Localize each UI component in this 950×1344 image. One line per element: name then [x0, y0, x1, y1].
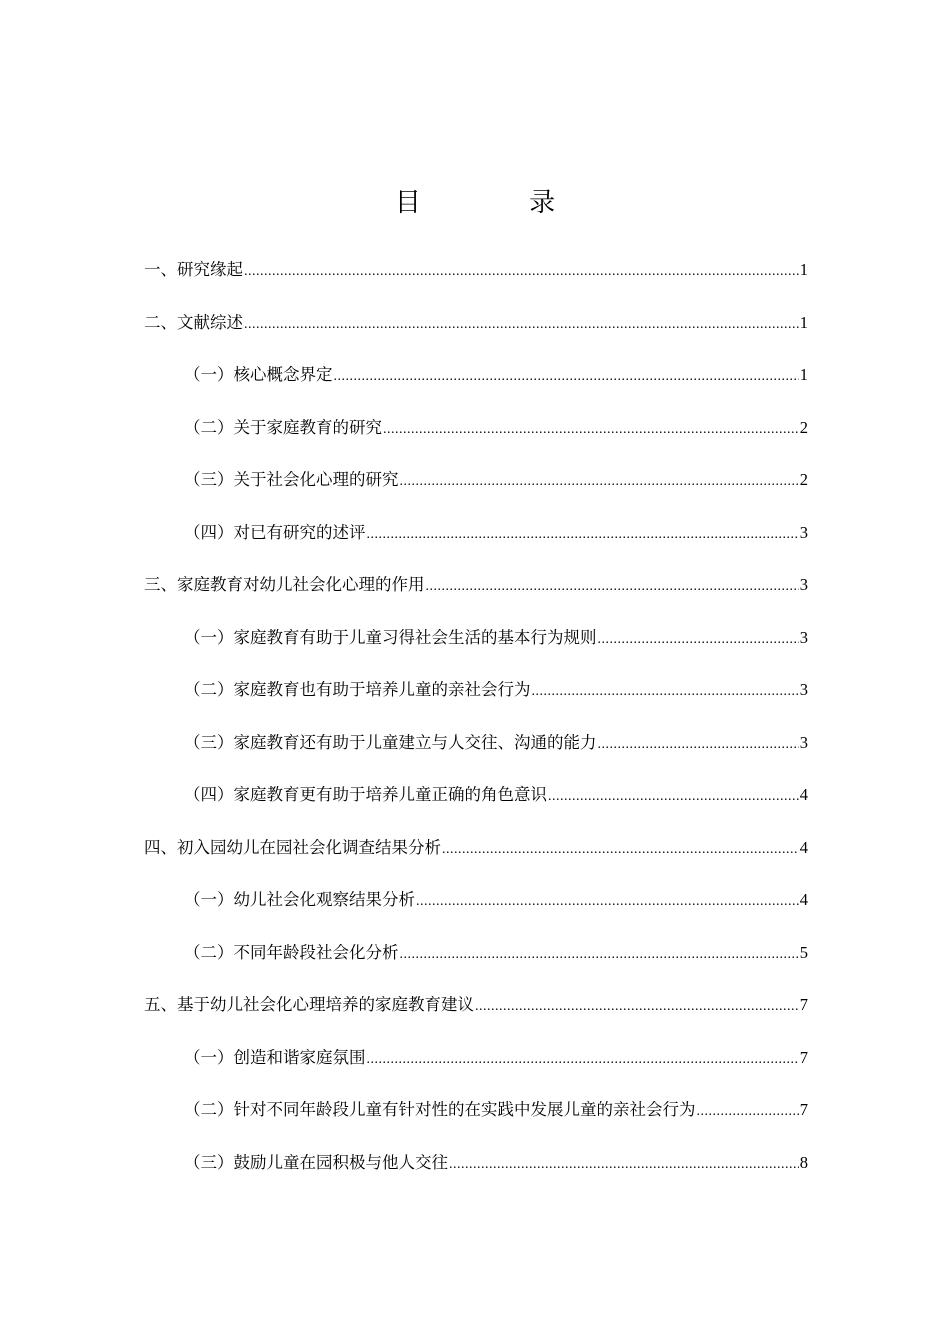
toc-entry[interactable]	[144, 781, 808, 834]
table-of-contents	[144, 256, 808, 1201]
toc-entry-label: （一）核心概念界定	[184, 365, 333, 384]
dot-leader	[244, 258, 799, 286]
toc-entry-page-number: 3	[799, 732, 808, 752]
toc-entry-label: （一）幼儿社会化观察结果分析	[184, 890, 415, 909]
dot-leader	[548, 783, 799, 811]
toc-entry-label: 五、基于幼儿社会化心理培养的家庭教育建议	[144, 995, 474, 1014]
page-title: 目 录	[394, 188, 606, 218]
dot-leader	[532, 678, 799, 706]
toc-entry-label: （三）关于社会化心理的研究	[184, 470, 399, 489]
toc-entry-label: 四、初入园幼儿在园社会化调查结果分析	[144, 837, 441, 857]
dot-leader	[400, 468, 799, 496]
dot-leader	[244, 311, 799, 339]
toc-entry-label: （一）创造和谐家庭氛围	[184, 1047, 366, 1067]
toc-entry-page-number: 7	[799, 1047, 808, 1067]
toc-entry-page-number: 3	[799, 680, 808, 699]
dot-leader	[449, 1151, 799, 1179]
toc-entry[interactable]	[144, 519, 808, 572]
toc-entry[interactable]	[144, 571, 808, 624]
toc-entry[interactable]	[144, 991, 808, 1044]
toc-entry-page-number: 7	[799, 1100, 808, 1119]
toc-entry-page-number: 2	[799, 417, 808, 437]
toc-entry-label: （三）家庭教育还有助于儿童建立与人交往、沟通的能力	[184, 732, 597, 752]
toc-entry[interactable]	[144, 886, 808, 939]
toc-entry-page-number: 2	[799, 470, 808, 489]
dot-leader	[475, 993, 799, 1021]
toc-entry-label: （四）对已有研究的述评	[184, 522, 366, 542]
dot-leader	[400, 941, 799, 969]
toc-entry-page-number: 7	[799, 995, 808, 1014]
toc-entry[interactable]	[144, 834, 808, 887]
toc-entry-label: （二）家庭教育也有助于培养儿童的亲社会行为	[184, 680, 531, 699]
toc-entry-label: 二、文献综述	[144, 312, 243, 332]
toc-entry-label: （一）家庭教育有助于儿童习得社会生活的基本行为规则	[184, 627, 597, 647]
toc-entry[interactable]	[144, 361, 808, 414]
toc-entry[interactable]	[144, 414, 808, 467]
toc-entry-page-number: 8	[799, 1152, 808, 1172]
toc-entry[interactable]	[144, 939, 808, 992]
toc-entry-page-number: 1	[799, 260, 808, 279]
dot-leader	[334, 363, 799, 391]
dot-leader	[383, 416, 799, 444]
dot-leader	[697, 1098, 799, 1126]
dot-leader	[426, 573, 799, 601]
toc-entry-page-number: 4	[799, 785, 808, 804]
toc-entry-page-number: 3	[799, 522, 808, 542]
toc-entry-label: （二）关于家庭教育的研究	[184, 417, 382, 437]
toc-entry[interactable]	[144, 466, 808, 519]
toc-entry[interactable]	[144, 1096, 808, 1149]
toc-entry-page-number: 1	[799, 312, 808, 332]
toc-entry[interactable]	[144, 309, 808, 362]
dot-leader	[598, 626, 799, 654]
toc-entry[interactable]	[144, 1044, 808, 1097]
toc-entry-page-number: 1	[799, 365, 808, 384]
toc-entry-page-number: 3	[799, 575, 808, 594]
dot-leader	[598, 731, 799, 759]
toc-entry[interactable]	[144, 729, 808, 782]
toc-entry-page-number: 4	[799, 890, 808, 909]
toc-entry-label: （四）家庭教育更有助于培养儿童正确的角色意识	[184, 785, 547, 804]
toc-entry[interactable]	[144, 256, 808, 309]
toc-entry[interactable]	[144, 676, 808, 729]
toc-entry-label: 三、家庭教育对幼儿社会化心理的作用	[144, 575, 425, 594]
toc-entry[interactable]	[144, 1149, 808, 1202]
toc-entry-label: （二）不同年龄段社会化分析	[184, 942, 399, 962]
dot-leader	[367, 1046, 799, 1074]
toc-entry[interactable]	[144, 624, 808, 677]
toc-entry-page-number: 4	[799, 837, 808, 857]
toc-entry-page-number: 5	[799, 942, 808, 962]
dot-leader	[416, 888, 799, 916]
toc-entry-label: （三）鼓励儿童在园积极与他人交往	[184, 1152, 448, 1172]
toc-entry-label: 一、研究缘起	[144, 260, 243, 279]
toc-entry-page-number: 3	[799, 627, 808, 647]
dot-leader	[442, 836, 799, 864]
toc-entry-label: （二）针对不同年龄段儿童有针对性的在实践中发展儿童的亲社会行为	[184, 1100, 696, 1119]
dot-leader	[367, 521, 799, 549]
